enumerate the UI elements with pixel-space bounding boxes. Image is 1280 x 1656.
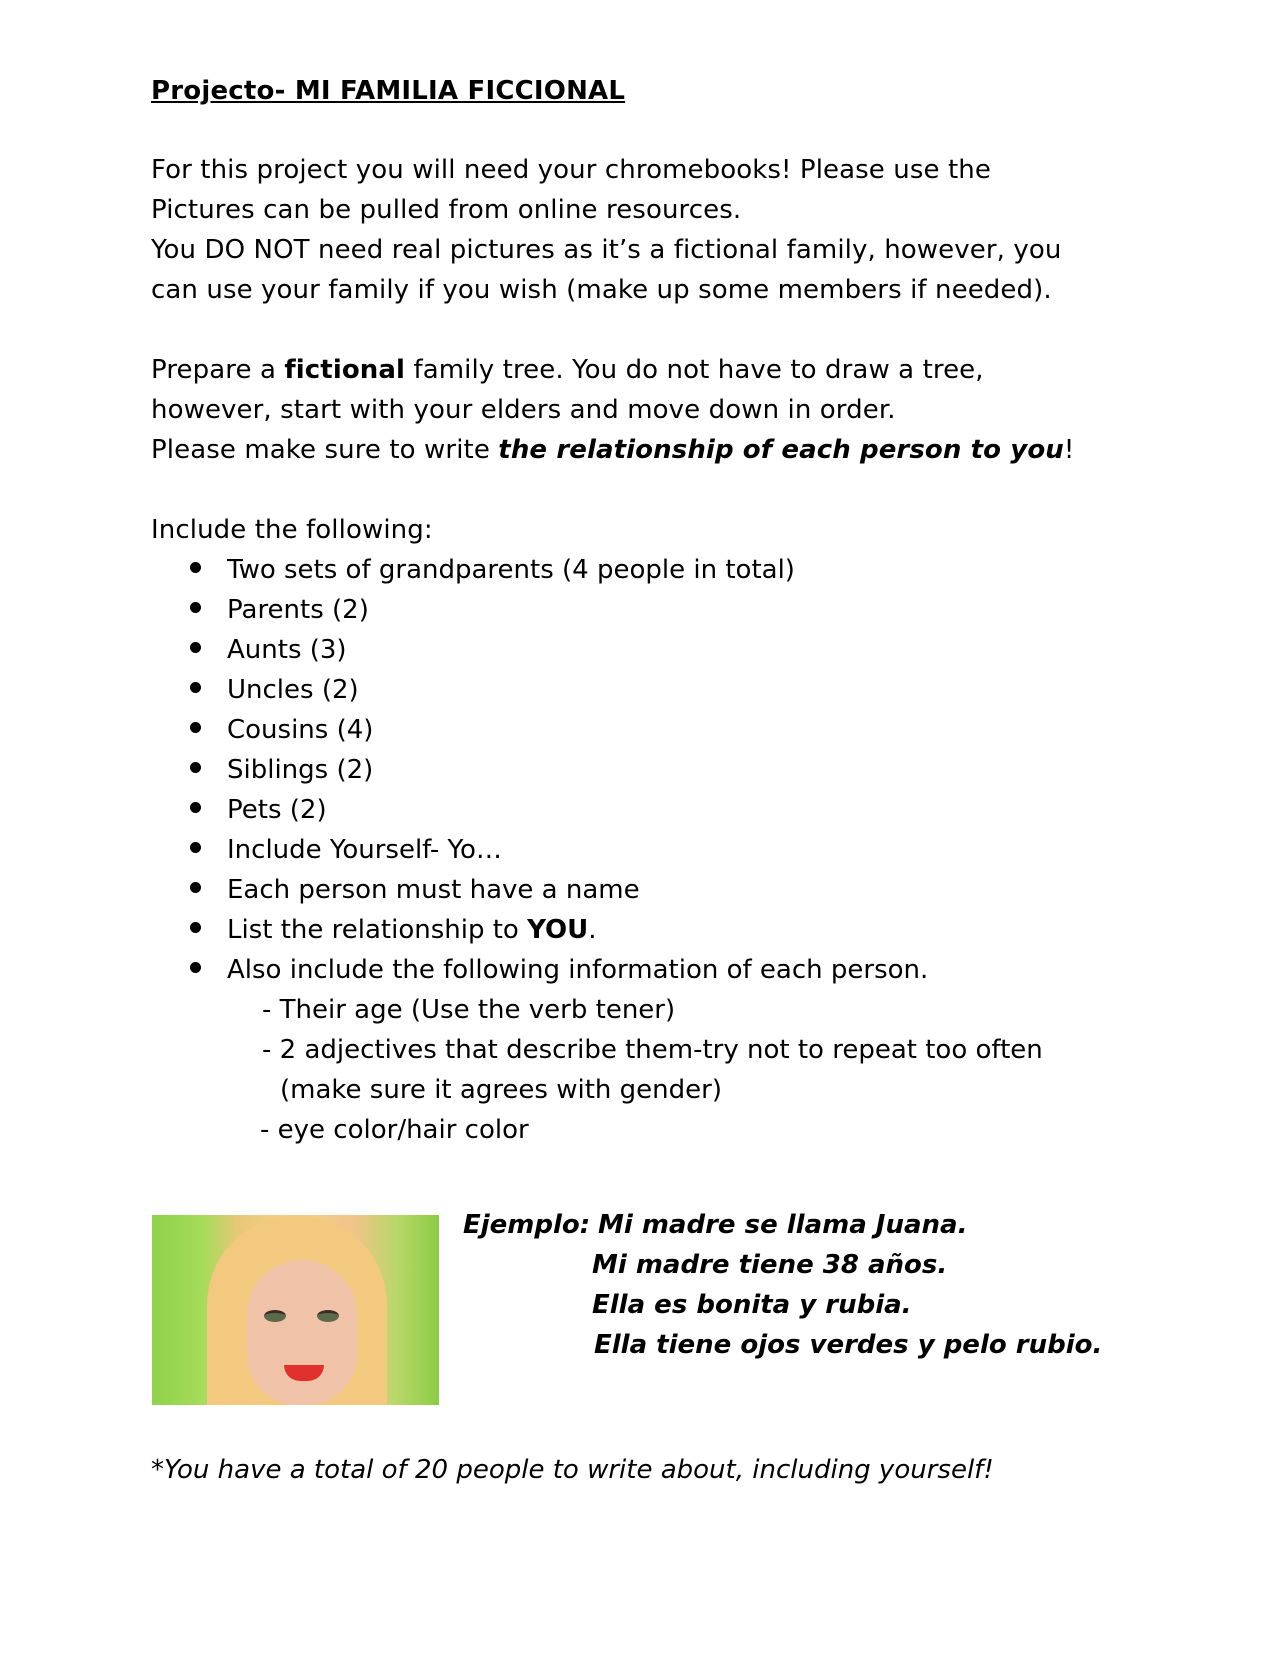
list-item: Siblings (2) — [190, 755, 373, 785]
prepare-text: family tree. You do not have to draw a tree, — [405, 355, 984, 385]
bullet-icon — [190, 602, 201, 613]
list-item: Cousins (4) — [190, 715, 373, 745]
example-line: Ella tiene ojos verdes y pelo rubio. — [594, 1330, 1103, 1360]
intro-line-1: For this project you will need your chromebooks! Please use the — [151, 155, 991, 185]
bullet-icon — [190, 922, 201, 933]
list-item: Each person must have a name — [190, 875, 640, 905]
example-line: Mi madre tiene 38 años. — [592, 1250, 948, 1280]
example-line: Mi madre se llama Juana. — [598, 1210, 968, 1240]
footer-note: *You have a total of 20 people to write about, including yourself! — [151, 1455, 994, 1485]
list-item: List the relationship to YOU. — [190, 915, 597, 945]
prepare-line-1 — [151, 355, 984, 385]
list-item: Also include the following information of each person. — [190, 955, 928, 985]
intro-line-4: can use your family if you wish (make up some members if needed). — [151, 275, 1052, 305]
bullet-icon — [190, 962, 201, 973]
prepare-text: Please make sure to write — [151, 435, 499, 465]
bullet-icon — [190, 842, 201, 853]
list-item: Parents (2) — [190, 595, 369, 625]
list-item: Pets (2) — [190, 795, 327, 825]
prepare-line-3 — [151, 435, 1074, 465]
example-photo — [152, 1215, 439, 1405]
sub-item: - Their age (Use the verb tener) — [262, 995, 676, 1025]
fictional-emphasis: fictional — [284, 355, 406, 385]
bullet-icon — [190, 682, 201, 693]
example-line: Ella es bonita y rubia. — [592, 1290, 912, 1320]
list-item: Aunts (3) — [190, 635, 347, 665]
list-item: Uncles (2) — [190, 675, 359, 705]
intro-line-3: You DO NOT need real pictures as it’s a fictional family, however, you — [151, 235, 1062, 265]
example-label: Ejemplo: — [463, 1210, 591, 1240]
sub-item: (make sure it agrees with gender) — [280, 1075, 722, 1105]
sub-item: - 2 adjectives that describe them-try not to repeat too often — [262, 1035, 1043, 1065]
list-item: Include Yourself- Yo… — [190, 835, 502, 865]
prepare-line-2: however, start with your elders and move down in order. — [151, 395, 896, 425]
bullet-icon — [190, 802, 201, 813]
bullet-icon — [190, 642, 201, 653]
prepare-text: ! — [1063, 435, 1075, 465]
intro-line-2: Pictures can be pulled from online resources. — [151, 195, 742, 225]
bullet-icon — [190, 722, 201, 733]
bullet-icon — [190, 882, 201, 893]
prepare-text: Prepare a — [151, 355, 285, 385]
bullet-icon — [190, 562, 201, 573]
sub-item: - eye color/hair color — [260, 1115, 529, 1145]
you-emphasis: YOU — [527, 915, 589, 945]
bullet-icon — [190, 762, 201, 773]
list-item: Two sets of grandparents (4 people in total) — [190, 555, 795, 585]
relationship-emphasis: the relationship of each person to you — [498, 435, 1064, 465]
include-heading: Include the following: — [151, 515, 433, 545]
page-title: Projecto- MI FAMILIA FICCIONAL — [151, 76, 626, 106]
